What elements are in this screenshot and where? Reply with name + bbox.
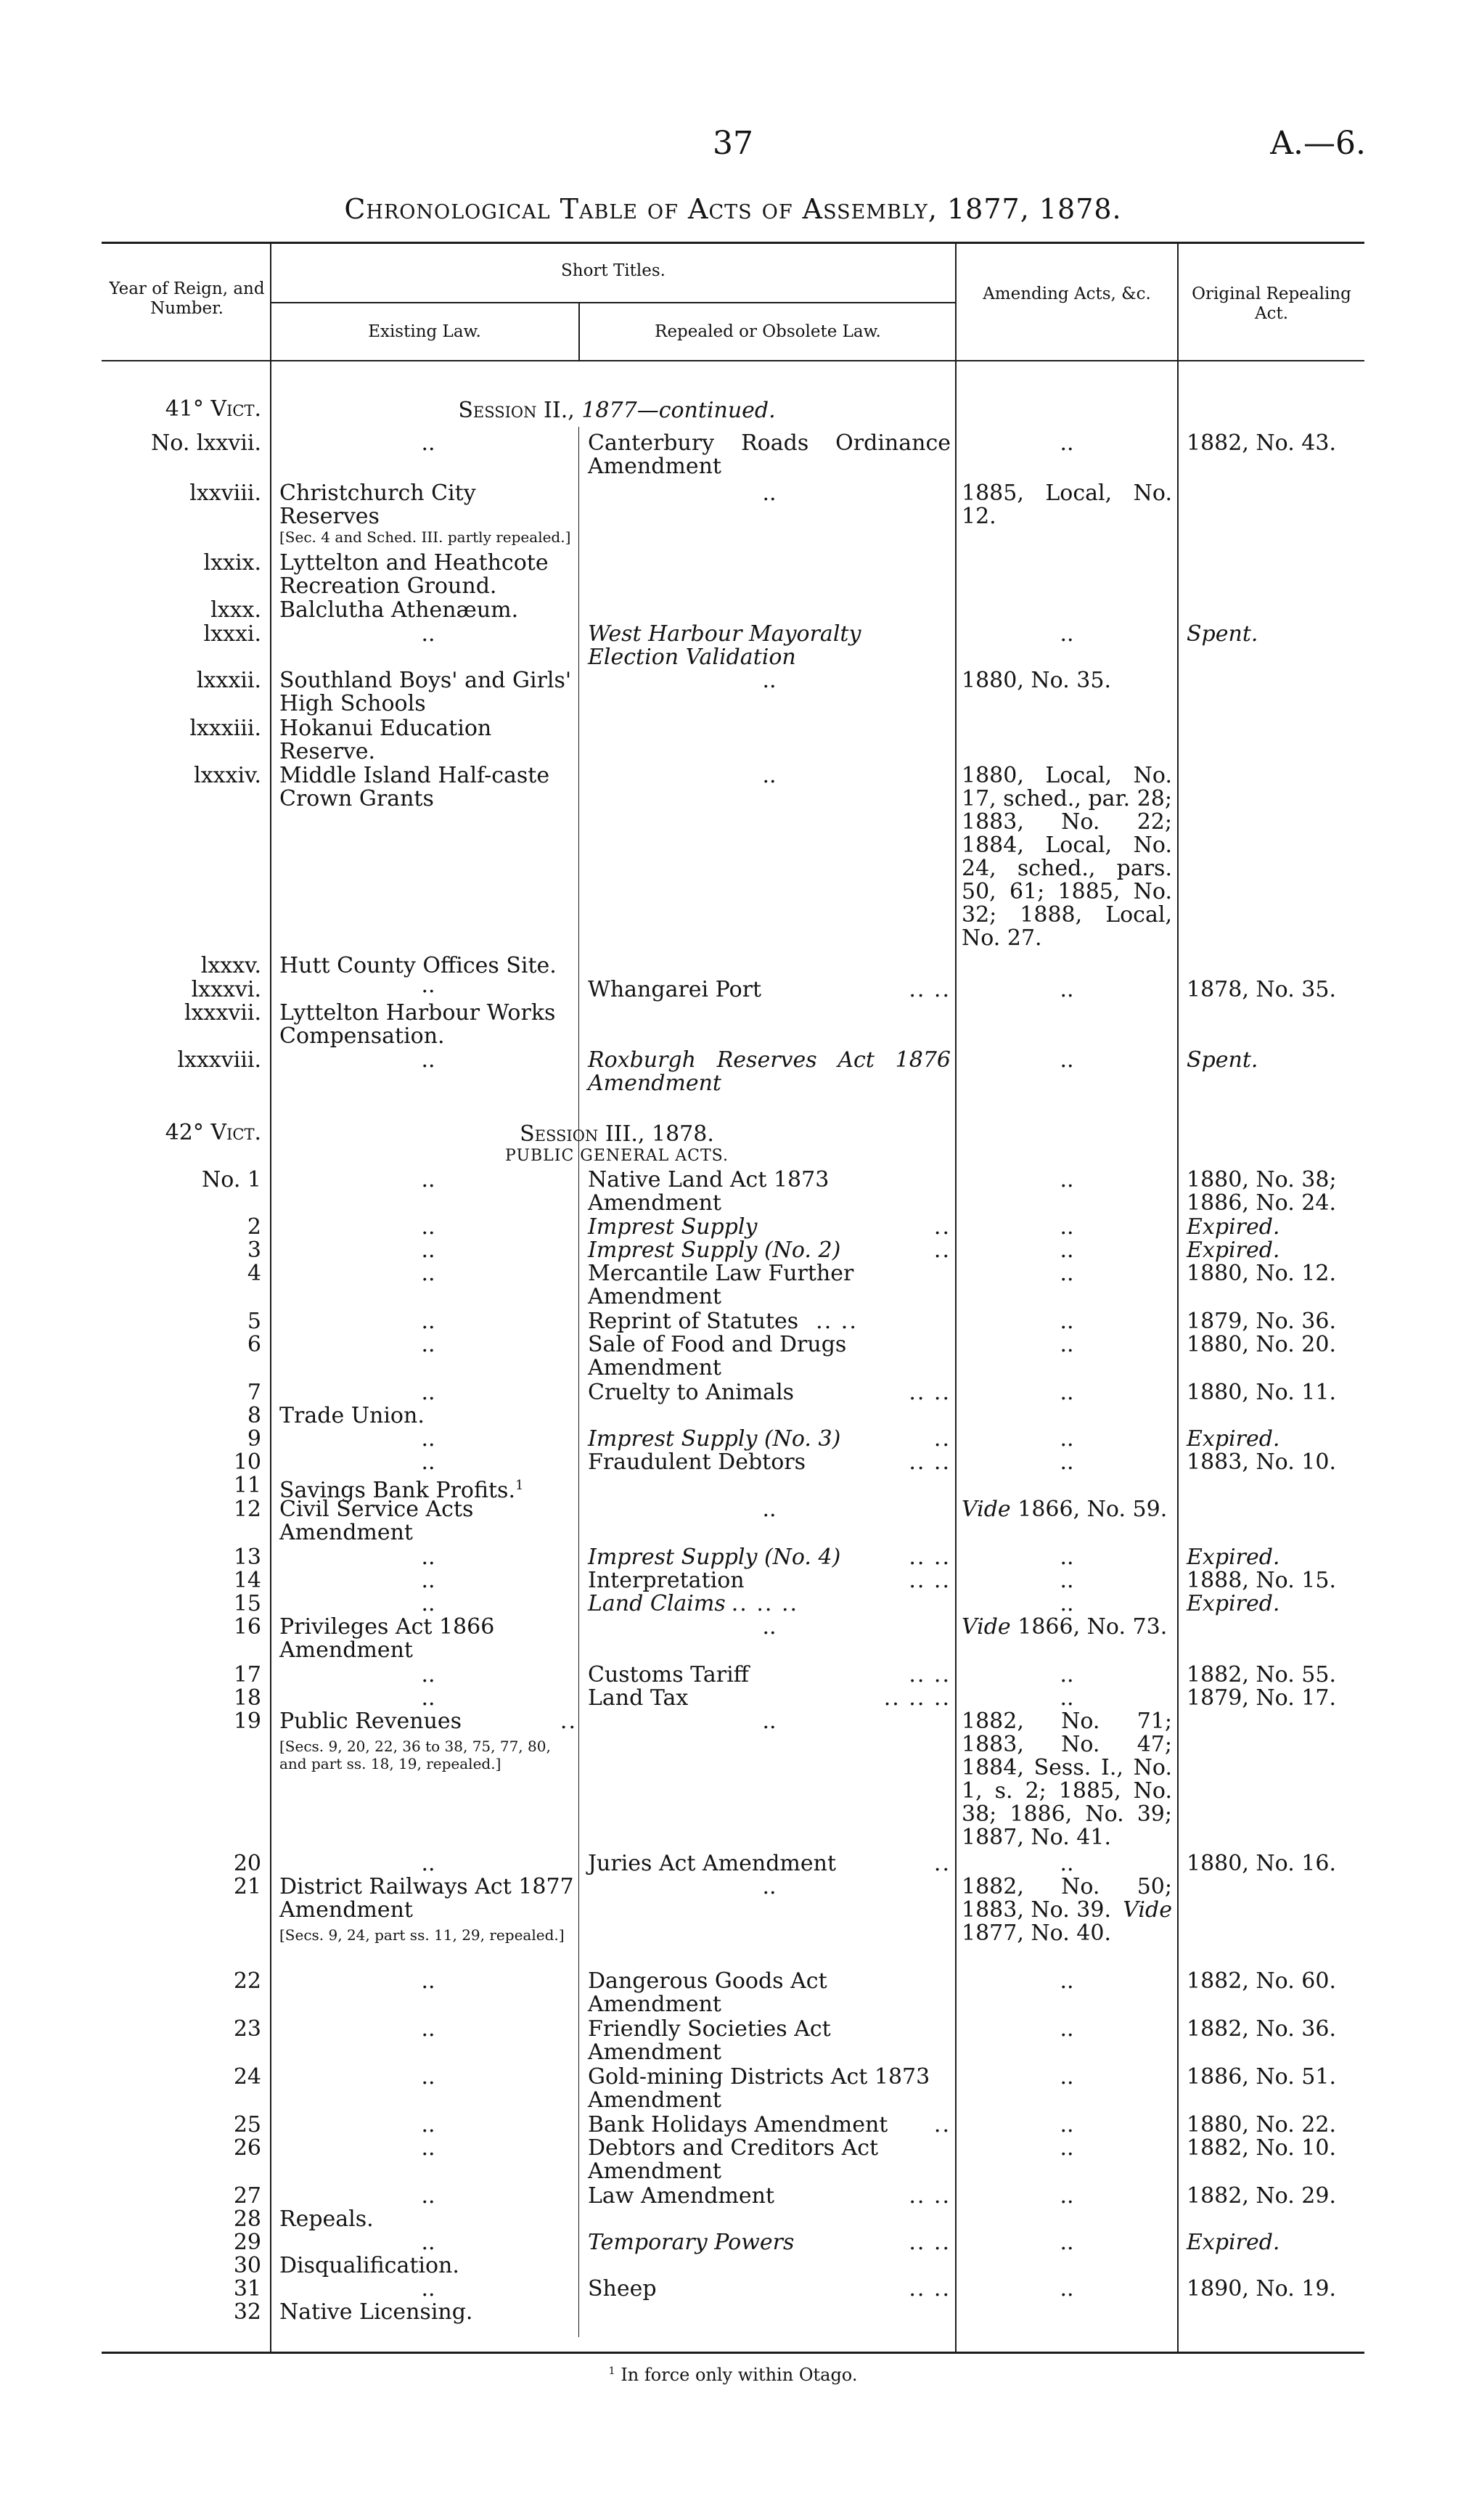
original-repealing-act: 1883, No. 10. [1187, 1449, 1336, 1475]
amending-acts: .. [1060, 1380, 1074, 1405]
table-title: Chronological Table of Acts of Assembly, 1877, 1878. [344, 193, 1122, 225]
existing-law: .. [421, 621, 435, 647]
row-number: 28 [233, 2206, 261, 2232]
repealed-law [588, 1852, 951, 1875]
repealed-law-title: Fraudulent Debtors [588, 1449, 806, 1475]
session-reign: 42° Vict. [165, 1120, 261, 1145]
repealed-law: .. [762, 480, 777, 506]
existing-law: .. [421, 2135, 435, 2161]
repealed-law [588, 1687, 951, 1710]
dot-leader: .. [933, 1851, 951, 1876]
row-number: 14 [233, 1568, 261, 1593]
existing-law: Hutt County Offices Site. [279, 953, 557, 978]
original-repealing-act: 1880, No. 38; 1886, No. 24. [1187, 1167, 1337, 1216]
amending-acts: .. [1060, 1426, 1074, 1452]
existing-law-title: Savings Bank Profits. [279, 1478, 515, 1503]
existing-law: Native Licensing. [279, 2299, 473, 2325]
session-title: Session III., 1878. [520, 1121, 714, 1147]
row-number: 30 [233, 2253, 261, 2278]
repealed-law-title: Sheep [588, 2276, 657, 2302]
existing-law: .. [421, 1426, 435, 1452]
existing-law: .. [421, 1968, 435, 1994]
row-number: 23 [233, 2016, 261, 2042]
row-number: 20 [233, 1851, 261, 1876]
original-repealing-act: 1882, No. 10. [1187, 2135, 1336, 2161]
dot-leader: .. .. [909, 1380, 951, 1405]
existing-law: .. [421, 2064, 435, 2090]
dot-leader: .. .. [909, 1449, 951, 1475]
repealed-law-title: Law Amendment [588, 2183, 774, 2209]
row-number: lxxxvi. [191, 977, 261, 1002]
header-amending-acts: Amending Acts, &c. [983, 285, 1151, 303]
vide-reference: Vide [962, 1497, 1011, 1522]
amending-acts-text: 1882, No. 50; 1883, No. 39. [962, 1874, 1172, 1923]
column-divider-2 [578, 303, 580, 361]
row-number: 19 [233, 1709, 261, 1734]
amending-acts: .. [1060, 430, 1074, 456]
existing-law: .. [421, 430, 435, 456]
existing-law: .. [421, 2276, 435, 2302]
amending-acts: .. [1060, 977, 1074, 1002]
repealed-law: Gold-mining Districts Act 1873 Amendment [588, 2064, 930, 2113]
row-number: lxxxiv. [194, 763, 261, 788]
table-top-rule [102, 242, 1364, 244]
dot-leader: .. .. [909, 977, 951, 1002]
row-number: No. 1 [202, 1167, 261, 1192]
dot-leader: .. [933, 1238, 951, 1263]
table-bottom-rule [102, 2352, 1364, 2354]
amending-acts: .. [1060, 2112, 1074, 2138]
existing-law: .. [421, 1261, 435, 1286]
existing-law: .. [421, 1545, 435, 1570]
repealed-law: Debtors and Creditors Act Amendment [588, 2135, 879, 2184]
existing-law: .. [421, 973, 435, 998]
amending-acts: .. [1060, 621, 1074, 647]
repealed-law [588, 1310, 951, 1333]
session-continued: 1877—continued. [581, 398, 776, 423]
repealed-law: .. [762, 1874, 777, 1899]
amending-acts-text: 1866, No. 73. [1010, 1614, 1168, 1640]
footnote-marker: 1 [515, 1478, 524, 1493]
session-title: Session II., [458, 398, 582, 423]
repealed-law-title: Imprest Supply (No. 2) [588, 1238, 841, 1263]
row-number: 2 [247, 1214, 261, 1240]
amending-acts: .. [1060, 1214, 1074, 1240]
row-number: 7 [247, 1380, 261, 1405]
amending-acts: 1880, No. 35. [962, 668, 1111, 693]
original-repealing-act: 1888, No. 15. [1187, 1568, 1336, 1593]
repealed-law [588, 2185, 951, 2208]
existing-law: .. [421, 1332, 435, 1357]
amending-acts: .. [1060, 2276, 1074, 2302]
repealed-law-title: Whangarei Port [588, 977, 762, 1002]
amending-acts: .. [1060, 1332, 1074, 1357]
row-number: 9 [247, 1426, 261, 1452]
repealed-law: Native Land Act 1873 Amendment [588, 1167, 830, 1216]
repealed-law: .. [762, 1614, 777, 1640]
dot-leader: .. [560, 1709, 577, 1734]
amending-acts: .. [1060, 1662, 1074, 1688]
row-number: 26 [233, 2135, 261, 2161]
amending-acts: .. [1060, 1047, 1074, 1073]
existing-law: .. [421, 1214, 435, 1240]
existing-law [279, 1875, 577, 1944]
repealed-law [588, 2114, 951, 2137]
existing-law: .. [421, 2016, 435, 2042]
amending-acts [962, 1498, 1172, 1521]
repealed-law [588, 1592, 951, 1616]
existing-law: Privileges Act 1866 Amendment [279, 1614, 495, 1663]
original-repealing-act: Spent. [1187, 1047, 1258, 1073]
original-repealing-act: Expired. [1187, 1426, 1280, 1452]
repealed-law-title: Interpretation [588, 1568, 745, 1593]
repealed-law [588, 1216, 951, 1239]
header-original-repealing: Original Repealing Act. [1192, 285, 1351, 323]
row-number: lxxix. [203, 550, 261, 576]
repealed-law-title: Temporary Powers [588, 2230, 795, 2255]
amending-acts: .. [1060, 1968, 1074, 1994]
paper-reference: A.—6. [1270, 125, 1366, 162]
row-number: lxxviii. [189, 480, 261, 506]
session-subheading: PUBLIC GENERAL ACTS. [505, 1147, 729, 1165]
amending-acts: 1882, No. 71; 1883, No. 47; 1884, Sess. I., No. 1, s. 2; 1885, No. 38; 1886, No. 39; 1887, No. 41. [962, 1709, 1172, 1850]
original-repealing-act: 1880, No. 12. [1187, 1261, 1336, 1286]
repealed-law [588, 2231, 951, 2254]
row-number: 29 [233, 2230, 261, 2255]
row-number: 15 [233, 1591, 261, 1616]
row-number: lxxxi. [203, 621, 261, 647]
amending-acts: .. [1060, 2135, 1074, 2161]
original-repealing-act: 1880, No. 11. [1187, 1380, 1336, 1405]
existing-law: .. [421, 1851, 435, 1876]
row-number: 6 [247, 1332, 261, 1357]
repealed-law: West Harbour Mayoralty Election Validation [588, 621, 861, 670]
original-repealing-act: 1890, No. 19. [1187, 2276, 1336, 2302]
repealed-law [588, 1381, 951, 1404]
existing-law: .. [421, 1685, 435, 1711]
row-number: 24 [233, 2064, 261, 2090]
existing-law-title: District Railways Act 1877 Amendment [279, 1874, 574, 1923]
original-repealing-act: Expired. [1187, 1214, 1280, 1240]
vide-reference: Vide [1123, 1897, 1172, 1923]
repealed-law: Sale of Food and Drugs Amendment [588, 1332, 847, 1380]
existing-law: Lyttelton Harbour Works Compensation. [279, 1000, 556, 1049]
original-repealing-act: 1886, No. 51. [1187, 2064, 1336, 2090]
amending-acts: .. [1060, 1568, 1074, 1593]
amending-acts: .. [1060, 1591, 1074, 1616]
amending-acts: .. [1060, 2016, 1074, 2042]
amending-acts: 1880, Local, No. 17, sched., par. 28; 1883, No. 22; 1884, Local, No. 24, sched., pars. 50, 61; 1885, No. 32; 1888, Local, No. 27. [962, 763, 1172, 951]
dot-leader: .. .. [909, 2183, 951, 2209]
existing-law: Civil Service Acts Amendment [279, 1497, 474, 1545]
row-number: 22 [233, 1968, 261, 1994]
repealed-law-title: Imprest Supply (No. 3) [588, 1426, 841, 1452]
footnote-marker: 1 [608, 2365, 615, 2377]
row-number: 8 [247, 1403, 261, 1428]
dot-leader: .. .. .. [883, 1685, 951, 1711]
row-number: 3 [247, 1238, 261, 1263]
repealed-law [588, 2278, 951, 2301]
existing-law: .. [421, 1380, 435, 1405]
header-existing-law: Existing Law. [368, 322, 481, 341]
existing-law: Middle Island Half-caste Crown Grants [279, 763, 550, 811]
repealed-law [588, 1569, 951, 1592]
dot-leader: .. [933, 2112, 951, 2138]
column-divider-3 [955, 244, 957, 2352]
row-number: 4 [247, 1261, 261, 1286]
existing-law: .. [421, 2183, 435, 2209]
existing-law: Trade Union. [279, 1403, 425, 1428]
repealed-law: Dangerous Goods Act Amendment [588, 1968, 827, 2017]
repealed-law: Mercantile Law Further Amendment [588, 1261, 854, 1309]
row-number: lxxxii. [196, 668, 261, 693]
existing-law [279, 1710, 577, 1772]
repealed-law-title: Cruelty to Animals [588, 1380, 795, 1405]
original-repealing-act: 1880, No. 20. [1187, 1332, 1336, 1357]
repealed-law-title: Juries Act Amendment [588, 1851, 836, 1876]
header-year: Year of Reign, and Number. [109, 279, 265, 318]
original-repealing-act: 1882, No. 43. [1187, 430, 1336, 456]
original-repealing-act: 1879, No. 17. [1187, 1685, 1336, 1711]
existing-law: .. [421, 2230, 435, 2255]
repealed-law-title: Land Claims [588, 1591, 726, 1616]
row-number: No. lxxvii. [151, 430, 261, 456]
dot-leader: .. [933, 1214, 951, 1240]
row-number: 32 [233, 2299, 261, 2325]
dot-leader: .. .. [909, 2230, 951, 2255]
repealed-law-title: Customs Tariff [588, 1662, 749, 1688]
amending-acts: .. [1060, 1167, 1074, 1192]
column-divider-1 [270, 244, 271, 2352]
dot-leader: .. .. [909, 1545, 951, 1570]
short-titles-rule [271, 302, 955, 303]
original-repealing-act: 1882, No. 29. [1187, 2183, 1336, 2209]
existing-law: Repeals. [279, 2206, 374, 2232]
amending-acts: .. [1060, 1238, 1074, 1263]
original-repealing-act: Expired. [1187, 1238, 1280, 1263]
page-number: 37 [713, 125, 753, 162]
existing-law: .. [421, 1568, 435, 1593]
amending-acts: .. [1060, 1545, 1074, 1570]
existing-law: .. [421, 1238, 435, 1263]
dot-leader: .. .. [909, 1662, 951, 1688]
existing-law: Hokanui Education Reserve. [279, 716, 492, 764]
repealed-law: Friendly Societies Act Amendment [588, 2016, 831, 2065]
amending-acts: .. [1060, 2230, 1074, 2255]
repeal-note: [Secs. 9, 20, 22, 36 to 38, 75, 77, 80, and part ss. 18, 19, repealed.] [279, 1738, 551, 1772]
repeal-note: [Secs. 9, 24, part ss. 11, 29, repealed.] [279, 1926, 565, 1944]
repealed-law-title: Imprest Supply (No. 4) [588, 1545, 841, 1570]
existing-law: Disqualification. [279, 2253, 459, 2278]
existing-law: .. [421, 1047, 435, 1073]
dot-leader: .. .. .. [731, 1591, 799, 1616]
dot-leader: .. .. [816, 1309, 858, 1334]
row-number: 27 [233, 2183, 261, 2209]
repealed-law-title: Imprest Supply [588, 1214, 758, 1240]
existing-law: .. [421, 1449, 435, 1475]
row-number: 21 [233, 1874, 261, 1899]
amending-acts: .. [1060, 1449, 1074, 1475]
header-repealed-law: Repealed or Obsolete Law. [655, 322, 881, 341]
original-repealing-act: 1879, No. 36. [1187, 1309, 1336, 1334]
row-number: lxxxiii. [189, 716, 261, 741]
repealed-law-title: Reprint of Statutes [588, 1309, 799, 1334]
repealed-law [588, 1428, 951, 1451]
row-number: 31 [233, 2276, 261, 2302]
vide-reference: Vide [962, 1614, 1011, 1640]
original-repealing-act: Expired. [1187, 1545, 1280, 1570]
repealed-law [588, 1239, 951, 1262]
original-repealing-act: Expired. [1187, 1591, 1280, 1616]
original-repealing-act: Spent. [1187, 621, 1258, 647]
existing-law-title: Public Revenues [279, 1709, 462, 1734]
row-number: lxxx. [210, 597, 261, 623]
repealed-law: Roxburgh Reserves Act 1876 Amendment [588, 1047, 951, 1096]
repealed-law-title: Bank Holidays Amendment [588, 2112, 888, 2138]
repealed-law [588, 1664, 951, 1687]
repealed-law: .. [762, 668, 777, 693]
existing-law: Balclutha Athenæum. [279, 597, 519, 623]
row-number: 10 [233, 1449, 261, 1475]
dot-leader: .. .. [909, 1568, 951, 1593]
row-number: lxxxv. [200, 953, 261, 978]
session-reign: 41° Vict. [165, 396, 261, 422]
repealed-law [588, 1451, 951, 1474]
amending-acts [962, 1616, 1172, 1639]
row-number: 18 [233, 1685, 261, 1711]
footnote [0, 2365, 1466, 2385]
original-repealing-act: 1882, No. 36. [1187, 2016, 1336, 2042]
original-repealing-act: 1880, No. 22. [1187, 2112, 1336, 2138]
amending-acts [962, 1875, 1172, 1945]
amending-acts: .. [1060, 1309, 1074, 1334]
amending-acts: .. [1060, 1261, 1074, 1286]
header-short-titles: Short Titles. [561, 261, 666, 280]
repealed-law [588, 1546, 951, 1569]
original-repealing-act: 1880, No. 16. [1187, 1851, 1336, 1876]
existing-law: Southland Boys' and Girls' High Schools [279, 668, 572, 716]
header-bottom-rule [102, 360, 1364, 361]
dot-leader: .. [933, 1426, 951, 1452]
row-number: 5 [247, 1309, 261, 1334]
original-repealing-act: Expired. [1187, 2230, 1280, 2255]
existing-law: .. [421, 1591, 435, 1616]
repealed-law: .. [762, 1709, 777, 1734]
row-number: 17 [233, 1662, 261, 1688]
original-repealing-act: 1882, No. 60. [1187, 1968, 1336, 1994]
amending-acts: .. [1060, 2064, 1074, 2090]
amending-acts: .. [1060, 1685, 1074, 1711]
existing-law: .. [421, 2112, 435, 2138]
row-number: 16 [233, 1614, 261, 1640]
existing-law [279, 482, 577, 546]
row-number: 12 [233, 1497, 261, 1522]
original-repealing-act: 1882, No. 55. [1187, 1662, 1336, 1688]
existing-law: .. [421, 1309, 435, 1334]
amending-acts: .. [1060, 1851, 1074, 1876]
footnote-text: In force only within Otago. [615, 2365, 858, 2385]
dot-leader: .. .. [909, 2276, 951, 2302]
repealed-column-rule [578, 427, 579, 2337]
amending-acts: 1885, Local, No. 12. [962, 480, 1172, 529]
row-number: 11 [233, 1473, 261, 1498]
row-number: lxxxvii. [184, 1000, 261, 1026]
repealed-law: Canterbury Roads Ordinance Amendment [588, 430, 951, 479]
row-number: 25 [233, 2112, 261, 2138]
amending-acts-text: 1866, No. 59. [1010, 1497, 1168, 1522]
row-number: lxxxviii. [177, 1047, 261, 1073]
existing-law: Lyttelton and Heathcote Recreation Ground. [279, 550, 549, 599]
original-repealing-act: 1878, No. 35. [1187, 977, 1336, 1002]
existing-law: .. [421, 1662, 435, 1688]
row-number: 13 [233, 1545, 261, 1570]
existing-law: .. [421, 1167, 435, 1192]
amending-acts: .. [1060, 2183, 1074, 2209]
repeal-note: [Sec. 4 and Sched. III. partly repealed.] [279, 528, 571, 546]
existing-law-title: Christchurch City Reserves [279, 480, 476, 529]
repealed-law-title: Land Tax [588, 1685, 689, 1711]
repealed-law: .. [762, 1497, 777, 1522]
column-divider-4 [1177, 244, 1179, 2352]
session-heading [276, 398, 958, 423]
amending-acts-text-2: 1877, No. 40. [962, 1920, 1111, 1946]
repealed-law [588, 978, 951, 1002]
repealed-law: .. [762, 763, 777, 788]
